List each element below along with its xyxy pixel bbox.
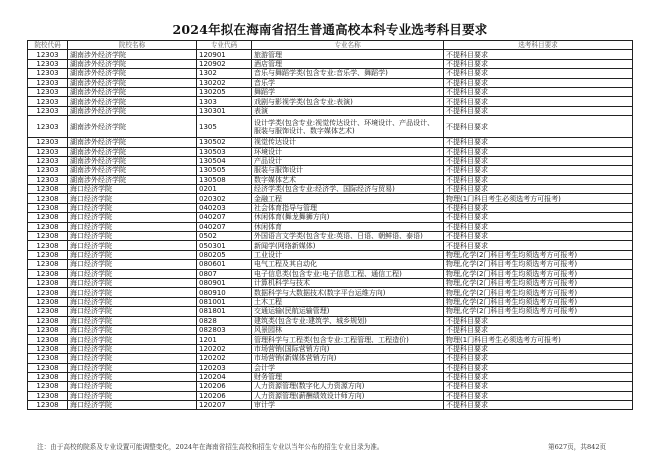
cell-major-name: 人力资源管理(薪酬绩效设计师方向) [252, 391, 444, 400]
cell-major-code: 130301 [197, 106, 252, 115]
cell-school-name: 湖南涉外经济学院 [68, 175, 197, 184]
cell-major-code: 120902 [197, 59, 252, 68]
cell-major-name: 社会体育指导与管理 [252, 203, 444, 212]
cell-school-code: 12308 [28, 391, 68, 400]
table-row [28, 316, 633, 325]
cell-subject-requirement: 不提科目要求 [444, 87, 633, 96]
table-row [28, 50, 633, 59]
cell-school-code: 12308 [28, 382, 68, 391]
cell-subject-requirement: 不提科目要求 [444, 175, 633, 184]
cell-school-code: 12303 [28, 87, 68, 96]
cell-subject-requirement: 不提科目要求 [444, 203, 633, 212]
cell-major-name: 财务管理 [252, 372, 444, 381]
cell-major-name: 风景园林 [252, 325, 444, 334]
cell-major-name: 音乐与舞蹈学类(包含专业:音乐学、舞蹈学) [252, 69, 444, 78]
table-row [28, 325, 633, 334]
cell-subject-requirement: 不提科目要求 [444, 241, 633, 250]
cell-subject-requirement: 不提科目要求 [444, 147, 633, 156]
cell-major-code: 1201 [197, 335, 252, 344]
cell-major-code: 130505 [197, 166, 252, 175]
cell-major-code: 1305 [197, 116, 252, 138]
table-row [28, 106, 633, 115]
cell-school-code: 12308 [28, 325, 68, 334]
cell-major-name: 会计学 [252, 363, 444, 372]
cell-subject-requirement: 不提科目要求 [444, 50, 633, 59]
cell-subject-requirement: 不提科目要求 [444, 391, 633, 400]
cell-major-name: 服装与服饰设计 [252, 166, 444, 175]
table-row [28, 250, 633, 259]
table-row [28, 69, 633, 78]
cell-school-name: 海口经济学院 [68, 372, 197, 381]
cell-subject-requirement: 不提科目要求 [444, 156, 633, 165]
cell-school-code: 12308 [28, 203, 68, 212]
cell-major-name: 市场营销(国际营销方向) [252, 344, 444, 353]
cell-subject-requirement: 不提科目要求 [444, 401, 633, 410]
cell-school-code: 12308 [28, 232, 68, 241]
cell-subject-requirement: 物理(1门科目考生必须选考方可报考) [444, 194, 633, 203]
cell-school-code: 12303 [28, 166, 68, 175]
table-row [28, 166, 633, 175]
cell-school-name: 湖南涉外经济学院 [68, 78, 197, 87]
table-row [28, 203, 633, 212]
cell-major-name: 经济学类(包含专业:经济学、国际经济与贸易) [252, 185, 444, 194]
cell-subject-requirement: 不提科目要求 [444, 116, 633, 138]
subject-requirements-table [27, 40, 633, 410]
cell-major-name: 数据科学与大数据技术(数字平台运维方向) [252, 288, 444, 297]
cell-school-code: 12308 [28, 194, 68, 203]
table-body [28, 50, 633, 410]
cell-school-code: 12308 [28, 335, 68, 344]
cell-school-name: 海口经济学院 [68, 194, 197, 203]
cell-school-name: 海口经济学院 [68, 307, 197, 316]
cell-subject-requirement: 不提科目要求 [444, 213, 633, 222]
table-row [28, 288, 633, 297]
cell-school-name: 湖南涉外经济学院 [68, 97, 197, 106]
cell-school-name: 湖南涉外经济学院 [68, 138, 197, 147]
table-header-row [28, 41, 633, 50]
cell-school-code: 12303 [28, 69, 68, 78]
cell-subject-requirement: 不提科目要求 [444, 59, 633, 68]
table-row [28, 194, 633, 203]
cell-school-name: 湖南涉外经济学院 [68, 50, 197, 59]
cell-major-code: 120203 [197, 363, 252, 372]
cell-subject-requirement: 物理,化学(2门科目考生均须选考方可报考) [444, 288, 633, 297]
table-row [28, 382, 633, 391]
cell-school-code: 12303 [28, 59, 68, 68]
cell-major-code: 040207 [197, 222, 252, 231]
cell-school-code: 12303 [28, 106, 68, 115]
cell-school-name: 海口经济学院 [68, 297, 197, 306]
table-row [28, 372, 633, 381]
table-row [28, 260, 633, 269]
cell-school-name: 海口经济学院 [68, 269, 197, 278]
cell-subject-requirement: 不提科目要求 [444, 232, 633, 241]
cell-school-name: 海口经济学院 [68, 213, 197, 222]
cell-school-name: 海口经济学院 [68, 260, 197, 269]
cell-major-name: 酒店管理 [252, 59, 444, 68]
cell-school-code: 12308 [28, 241, 68, 250]
cell-major-code: 081001 [197, 297, 252, 306]
cell-major-code: 081801 [197, 307, 252, 316]
cell-major-code: 0502 [197, 232, 252, 241]
cell-major-name: 外国语言文学类(包含专业:英语、日语、朝鲜语、泰语) [252, 232, 444, 241]
table-row [28, 97, 633, 106]
table-row [28, 138, 633, 147]
cell-school-code: 12303 [28, 116, 68, 138]
table-row [28, 78, 633, 87]
table-row [28, 401, 633, 410]
cell-major-code: 1303 [197, 97, 252, 106]
cell-school-code: 12308 [28, 222, 68, 231]
cell-major-code: 050301 [197, 241, 252, 250]
cell-major-name: 土木工程 [252, 297, 444, 306]
cell-school-code: 12308 [28, 269, 68, 278]
cell-school-name: 湖南涉外经济学院 [68, 69, 197, 78]
cell-major-name: 表演 [252, 106, 444, 115]
page-number: 第627页，共842页 [548, 443, 607, 451]
cell-major-code: 080901 [197, 278, 252, 287]
cell-major-name: 视觉传达设计 [252, 138, 444, 147]
cell-major-name: 旅游管理 [252, 50, 444, 59]
cell-major-name: 工业设计 [252, 250, 444, 259]
cell-major-code: 0201 [197, 185, 252, 194]
cell-school-name: 海口经济学院 [68, 363, 197, 372]
cell-major-name: 管理科学与工程类(包含专业:工程管理、工程造价) [252, 335, 444, 344]
cell-subject-requirement: 不提科目要求 [444, 382, 633, 391]
cell-major-name: 交通运输(民航运输管理) [252, 307, 444, 316]
page-title: 2024年拟在海南省招生普通高校本科专业选考科目要求 [172, 22, 488, 37]
cell-school-code: 12308 [28, 185, 68, 194]
cell-subject-requirement: 不提科目要求 [444, 325, 633, 334]
cell-school-code: 12308 [28, 278, 68, 287]
cell-major-name: 舞蹈学 [252, 87, 444, 96]
table-row [28, 344, 633, 353]
cell-major-name: 环境设计 [252, 147, 444, 156]
table-row [28, 59, 633, 68]
table-row [28, 213, 633, 222]
cell-major-name: 人力资源管理(数字化人力资源方向) [252, 382, 444, 391]
cell-school-name: 海口经济学院 [68, 316, 197, 325]
cell-major-code: 130205 [197, 87, 252, 96]
cell-school-code: 12303 [28, 175, 68, 184]
cell-school-code: 12308 [28, 354, 68, 363]
cell-school-code: 12308 [28, 372, 68, 381]
cell-major-code: 130508 [197, 175, 252, 184]
cell-school-name: 湖南涉外经济学院 [68, 147, 197, 156]
cell-subject-requirement: 不提科目要求 [444, 78, 633, 87]
cell-school-name: 湖南涉外经济学院 [68, 166, 197, 175]
cell-major-name: 设计学类(包含专业:视觉传达设计、环境设计、产品设计、服装与服饰设计、数字媒体艺术) [252, 116, 444, 138]
table-row [28, 363, 633, 372]
cell-major-code: 130503 [197, 147, 252, 156]
cell-subject-requirement: 不提科目要求 [444, 138, 633, 147]
cell-school-code: 12308 [28, 307, 68, 316]
cell-subject-requirement: 物理,化学(2门科目考生均须选考方可报考) [444, 250, 633, 259]
cell-school-code: 12308 [28, 297, 68, 306]
cell-school-name: 海口经济学院 [68, 232, 197, 241]
table-row [28, 116, 633, 138]
table-row [28, 241, 633, 250]
cell-major-code: 0828 [197, 316, 252, 325]
table-row [28, 175, 633, 184]
cell-major-code: 120206 [197, 391, 252, 400]
cell-major-name: 电子信息类(包含专业:电子信息工程、通信工程) [252, 269, 444, 278]
cell-major-code: 080601 [197, 260, 252, 269]
cell-major-name: 戏剧与影视学类(包含专业:表演) [252, 97, 444, 106]
cell-major-code: 082803 [197, 325, 252, 334]
cell-school-name: 湖南涉外经济学院 [68, 116, 197, 138]
cell-subject-requirement: 物理,化学(2门科目考生均须选考方可报考) [444, 278, 633, 287]
header-major-name: 专业名称 [252, 41, 444, 50]
cell-major-name: 数字媒体艺术 [252, 175, 444, 184]
cell-major-code: 120206 [197, 382, 252, 391]
cell-school-name: 海口经济学院 [68, 335, 197, 344]
cell-major-code: 040207 [197, 213, 252, 222]
cell-major-code: 130504 [197, 156, 252, 165]
cell-subject-requirement: 物理,化学(2门科目考生均须选考方可报考) [444, 269, 633, 278]
cell-school-code: 12308 [28, 401, 68, 410]
cell-school-name: 海口经济学院 [68, 278, 197, 287]
cell-major-code: 0807 [197, 269, 252, 278]
cell-school-code: 12303 [28, 78, 68, 87]
cell-school-code: 12308 [28, 363, 68, 372]
cell-major-code: 120901 [197, 50, 252, 59]
cell-major-name: 音乐学 [252, 78, 444, 87]
cell-major-code: 020302 [197, 194, 252, 203]
table-row [28, 185, 633, 194]
cell-school-name: 海口经济学院 [68, 222, 197, 231]
cell-major-name: 新闻学(网络新媒体) [252, 241, 444, 250]
cell-school-name: 海口经济学院 [68, 382, 197, 391]
cell-school-code: 12303 [28, 156, 68, 165]
cell-major-code: 040203 [197, 203, 252, 212]
cell-subject-requirement: 物理(1门科目考生必须选考方可报考) [444, 335, 633, 344]
cell-subject-requirement: 物理,化学(2门科目考生均须选考方可报考) [444, 260, 633, 269]
cell-major-code: 080205 [197, 250, 252, 259]
cell-subject-requirement: 不提科目要求 [444, 363, 633, 372]
cell-subject-requirement: 不提科目要求 [444, 185, 633, 194]
cell-major-name: 休闲体育(舞龙舞狮方向) [252, 213, 444, 222]
cell-subject-requirement: 不提科目要求 [444, 222, 633, 231]
cell-school-code: 12308 [28, 213, 68, 222]
cell-major-code: 1302 [197, 69, 252, 78]
cell-school-code: 12303 [28, 147, 68, 156]
cell-major-name: 计算机科学与技术 [252, 278, 444, 287]
cell-school-name: 海口经济学院 [68, 401, 197, 410]
cell-subject-requirement: 不提科目要求 [444, 354, 633, 363]
cell-school-name: 海口经济学院 [68, 354, 197, 363]
table-row [28, 156, 633, 165]
cell-subject-requirement: 物理,化学(2门科目考生均须选考方可报考) [444, 307, 633, 316]
cell-major-code: 120204 [197, 372, 252, 381]
table-row [28, 147, 633, 156]
cell-school-name: 海口经济学院 [68, 391, 197, 400]
cell-major-name: 建筑类(包含专业:建筑学、城乡规划) [252, 316, 444, 325]
cell-school-code: 12303 [28, 50, 68, 59]
cell-school-code: 12303 [28, 97, 68, 106]
cell-major-name: 电气工程及其自动化 [252, 260, 444, 269]
table-row [28, 269, 633, 278]
cell-major-name: 产品设计 [252, 156, 444, 165]
cell-school-name: 海口经济学院 [68, 344, 197, 353]
cell-school-code: 12308 [28, 316, 68, 325]
cell-school-name: 海口经济学院 [68, 288, 197, 297]
cell-school-code: 12308 [28, 260, 68, 269]
table-row [28, 278, 633, 287]
header-subject-requirement: 选考科目要求 [444, 41, 633, 50]
cell-school-code: 12308 [28, 250, 68, 259]
cell-school-name: 海口经济学院 [68, 241, 197, 250]
cell-subject-requirement: 不提科目要求 [444, 106, 633, 115]
table-row [28, 297, 633, 306]
cell-school-name: 海口经济学院 [68, 325, 197, 334]
cell-major-name: 审计学 [252, 401, 444, 410]
cell-school-name: 湖南涉外经济学院 [68, 106, 197, 115]
table-row [28, 232, 633, 241]
header-major-code: 专业代码 [197, 41, 252, 50]
cell-subject-requirement: 不提科目要求 [444, 344, 633, 353]
table-row [28, 222, 633, 231]
header-school-code: 院校代码 [28, 41, 68, 50]
cell-school-name: 湖南涉外经济学院 [68, 87, 197, 96]
cell-school-name: 海口经济学院 [68, 203, 197, 212]
cell-school-code: 12308 [28, 288, 68, 297]
cell-subject-requirement: 不提科目要求 [444, 97, 633, 106]
table-row [28, 87, 633, 96]
table-row [28, 391, 633, 400]
cell-school-name: 海口经济学院 [68, 250, 197, 259]
cell-major-name: 休闲体育 [252, 222, 444, 231]
cell-major-code: 080910 [197, 288, 252, 297]
cell-school-name: 海口经济学院 [68, 185, 197, 194]
cell-major-code: 130502 [197, 138, 252, 147]
cell-major-code: 120202 [197, 344, 252, 353]
cell-major-code: 130202 [197, 78, 252, 87]
cell-major-name: 金融工程 [252, 194, 444, 203]
footer-note: 注：由于高校的院系及专业设置可能调整变化，2024年在海南省招生高校和招生专业以当年公布的招生专业目录为准。 [37, 443, 384, 451]
cell-subject-requirement: 不提科目要求 [444, 316, 633, 325]
table-row [28, 354, 633, 363]
table-row [28, 335, 633, 344]
cell-school-code: 12308 [28, 344, 68, 353]
table-row [28, 307, 633, 316]
cell-major-code: 120202 [197, 354, 252, 363]
cell-subject-requirement: 物理,化学(2门科目考生均须选考方可报考) [444, 297, 633, 306]
cell-subject-requirement: 不提科目要求 [444, 166, 633, 175]
cell-major-name: 市场营销(新媒体营销方向) [252, 354, 444, 363]
cell-school-name: 湖南涉外经济学院 [68, 156, 197, 165]
cell-subject-requirement: 不提科目要求 [444, 372, 633, 381]
cell-school-name: 湖南涉外经济学院 [68, 59, 197, 68]
cell-major-code: 120207 [197, 401, 252, 410]
header-school-name: 院校名称 [68, 41, 197, 50]
cell-subject-requirement: 不提科目要求 [444, 69, 633, 78]
cell-school-code: 12303 [28, 138, 68, 147]
